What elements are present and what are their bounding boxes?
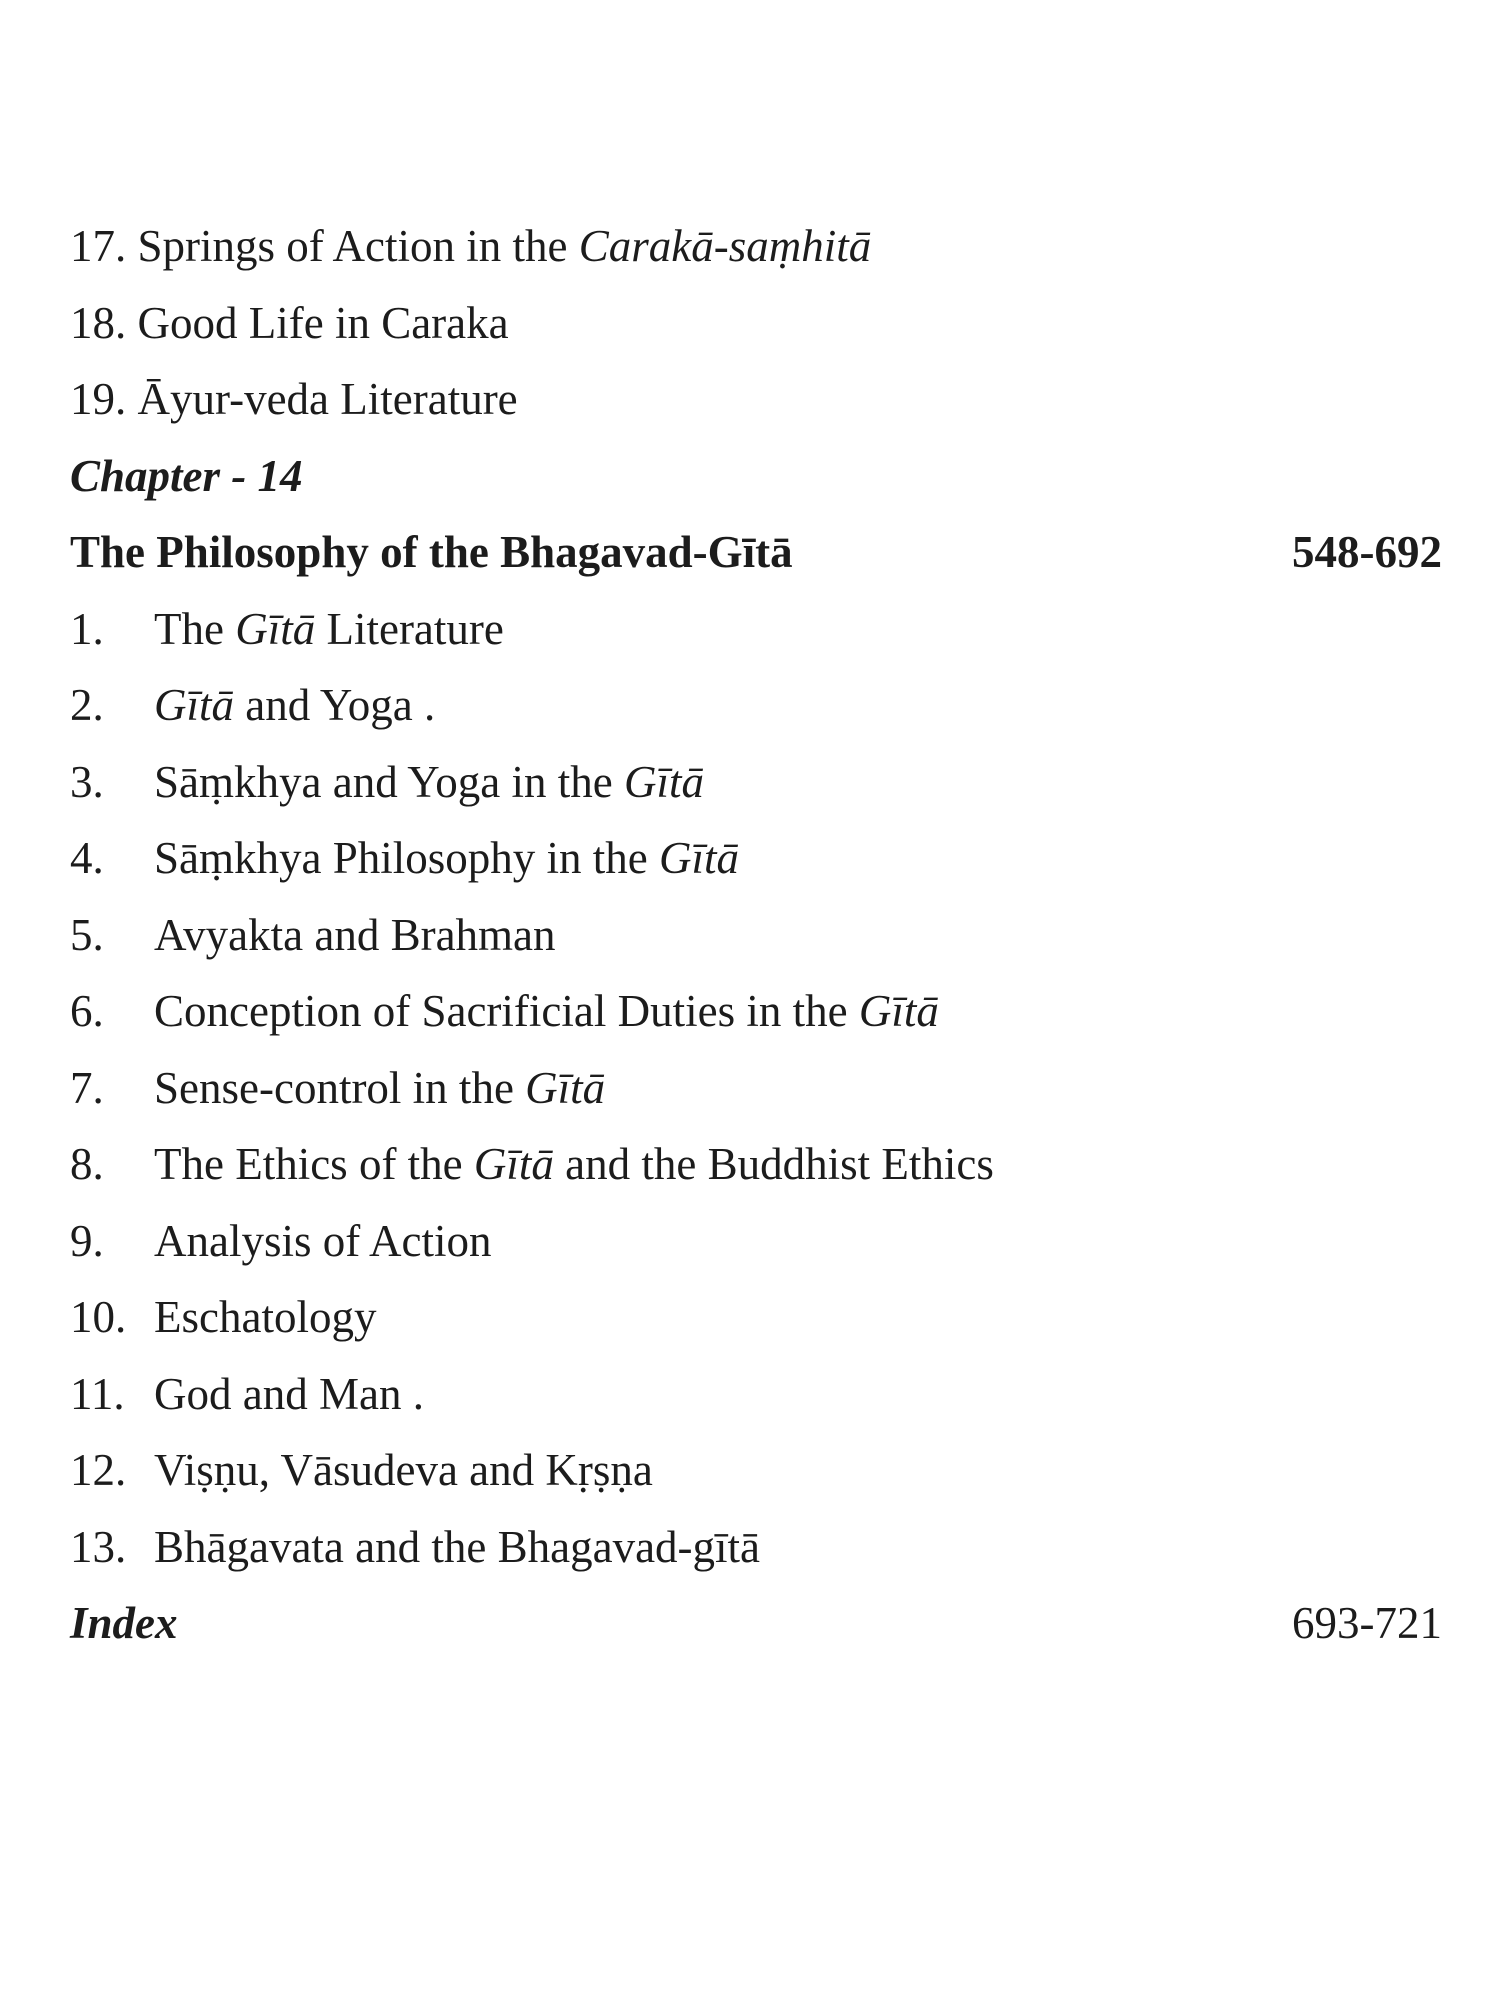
entry-title-text: Sense-control in the: [154, 1062, 526, 1113]
toc-entry: [70, 897, 1442, 974]
entry-number: 18.: [70, 297, 127, 348]
entry-title-text: The: [154, 603, 236, 654]
entry-title-text: Conception of Sacrificial Duties in the: [154, 986, 859, 1036]
entry-title-text: Eschatology: [154, 1292, 377, 1342]
entry-title-text: God and Man .: [154, 1368, 424, 1419]
entry-title-italic: Gītā: [525, 1062, 606, 1113]
table-of-contents: [70, 208, 1442, 1662]
entry-title-italic: Gītā: [623, 756, 704, 807]
chapter-label: Chapter - 14: [70, 450, 303, 501]
entry-title: [154, 757, 704, 807]
toc-entry: [70, 208, 1442, 285]
chapter-label-row: [70, 438, 1442, 515]
entry-title-text: Sāṃkhya and Yoga in the: [154, 756, 624, 807]
entry-title-italic: Gītā: [154, 680, 235, 730]
entry-title: [154, 1445, 653, 1495]
entry-number: 11.: [70, 1368, 125, 1419]
chapter-page-range: 548-692: [1292, 527, 1442, 577]
index-page-range: 693-721: [1292, 1598, 1442, 1648]
previous-chapter-items: [70, 208, 1442, 438]
entry-title: [154, 1139, 994, 1189]
entry-number: 2.: [70, 680, 104, 730]
entry-title-italic: Gītā: [235, 603, 316, 654]
toc-entry: [70, 973, 1442, 1050]
entry-title-text: Analysis of Action: [154, 1215, 492, 1266]
entry-title: [154, 1369, 424, 1419]
entry-title-italic: Gītā: [858, 986, 939, 1036]
entry-title: [154, 604, 504, 654]
entry-title: [154, 1063, 605, 1113]
entry-title: [154, 1522, 760, 1572]
entry-title-italic: Carakā-saṃhitā: [578, 221, 872, 271]
entry-title-text: Viṣṇu, Vāsudeva and Kṛṣṇa: [154, 1445, 653, 1495]
entry-title: [154, 1216, 491, 1266]
entry-number: 8.: [70, 1139, 104, 1189]
toc-entry: [70, 667, 1442, 744]
toc-entry: [70, 1509, 1442, 1586]
entry-number: 19.: [70, 374, 127, 424]
entry-title-italic: Gītā: [473, 1139, 554, 1189]
toc-entry: [70, 1126, 1442, 1203]
index-label: Index: [70, 1598, 178, 1648]
entry-title: [138, 374, 518, 424]
toc-entry: [70, 285, 1442, 362]
entry-number: 17.: [70, 221, 127, 271]
entry-number: 3.: [70, 756, 104, 807]
entry-title-text: and the Buddhist Ethics: [553, 1139, 994, 1189]
entry-title: [154, 833, 739, 883]
entry-title-italic: Gītā: [659, 833, 740, 883]
entry-number: 5.: [70, 909, 104, 960]
entry-title-text: The Ethics of the: [154, 1139, 474, 1189]
entry-number: 6.: [70, 986, 104, 1036]
chapter-items: [70, 591, 1442, 1586]
entry-number: 1.: [70, 603, 104, 654]
entry-number: 7.: [70, 1062, 104, 1113]
chapter-title: The Philosophy of the Bhagavad-Gītā: [70, 527, 793, 577]
entry-title-text: Literature: [315, 603, 504, 654]
entry-title-text: Āyur-veda Literature: [137, 374, 518, 424]
toc-entry: [70, 1356, 1442, 1433]
toc-entry: [70, 1432, 1442, 1509]
toc-entry: [70, 820, 1442, 897]
entry-number: 4.: [70, 833, 104, 883]
toc-entry: [70, 1050, 1442, 1127]
entry-title-text: Bhāgavata and the Bhagavad-gītā: [154, 1521, 761, 1572]
entry-title: [154, 1292, 376, 1342]
entry-title-text: and Yoga .: [234, 680, 436, 730]
entry-number: 13.: [70, 1521, 127, 1572]
toc-entry: [70, 591, 1442, 668]
entry-title: [154, 986, 939, 1036]
entry-title-text: Springs of Action in the: [137, 221, 579, 271]
entry-title: [154, 910, 556, 960]
entry-number: 9.: [70, 1215, 104, 1266]
toc-entry: [70, 1279, 1442, 1356]
entry-title-text: Avyakta and Brahman: [154, 909, 556, 960]
toc-entry: [70, 744, 1442, 821]
index-row: [70, 1585, 1442, 1662]
chapter-title-row: [70, 514, 1442, 591]
entry-number: 10.: [70, 1292, 127, 1342]
entry-title: [154, 680, 435, 730]
entry-number: 12.: [70, 1445, 127, 1495]
entry-title: [138, 298, 509, 348]
entry-title-text: Good Life in Caraka: [137, 297, 509, 348]
toc-entry: [70, 361, 1442, 438]
toc-entry: [70, 1203, 1442, 1280]
entry-title-text: Sāṃkhya Philosophy in the: [154, 833, 659, 883]
entry-title: [138, 221, 872, 271]
